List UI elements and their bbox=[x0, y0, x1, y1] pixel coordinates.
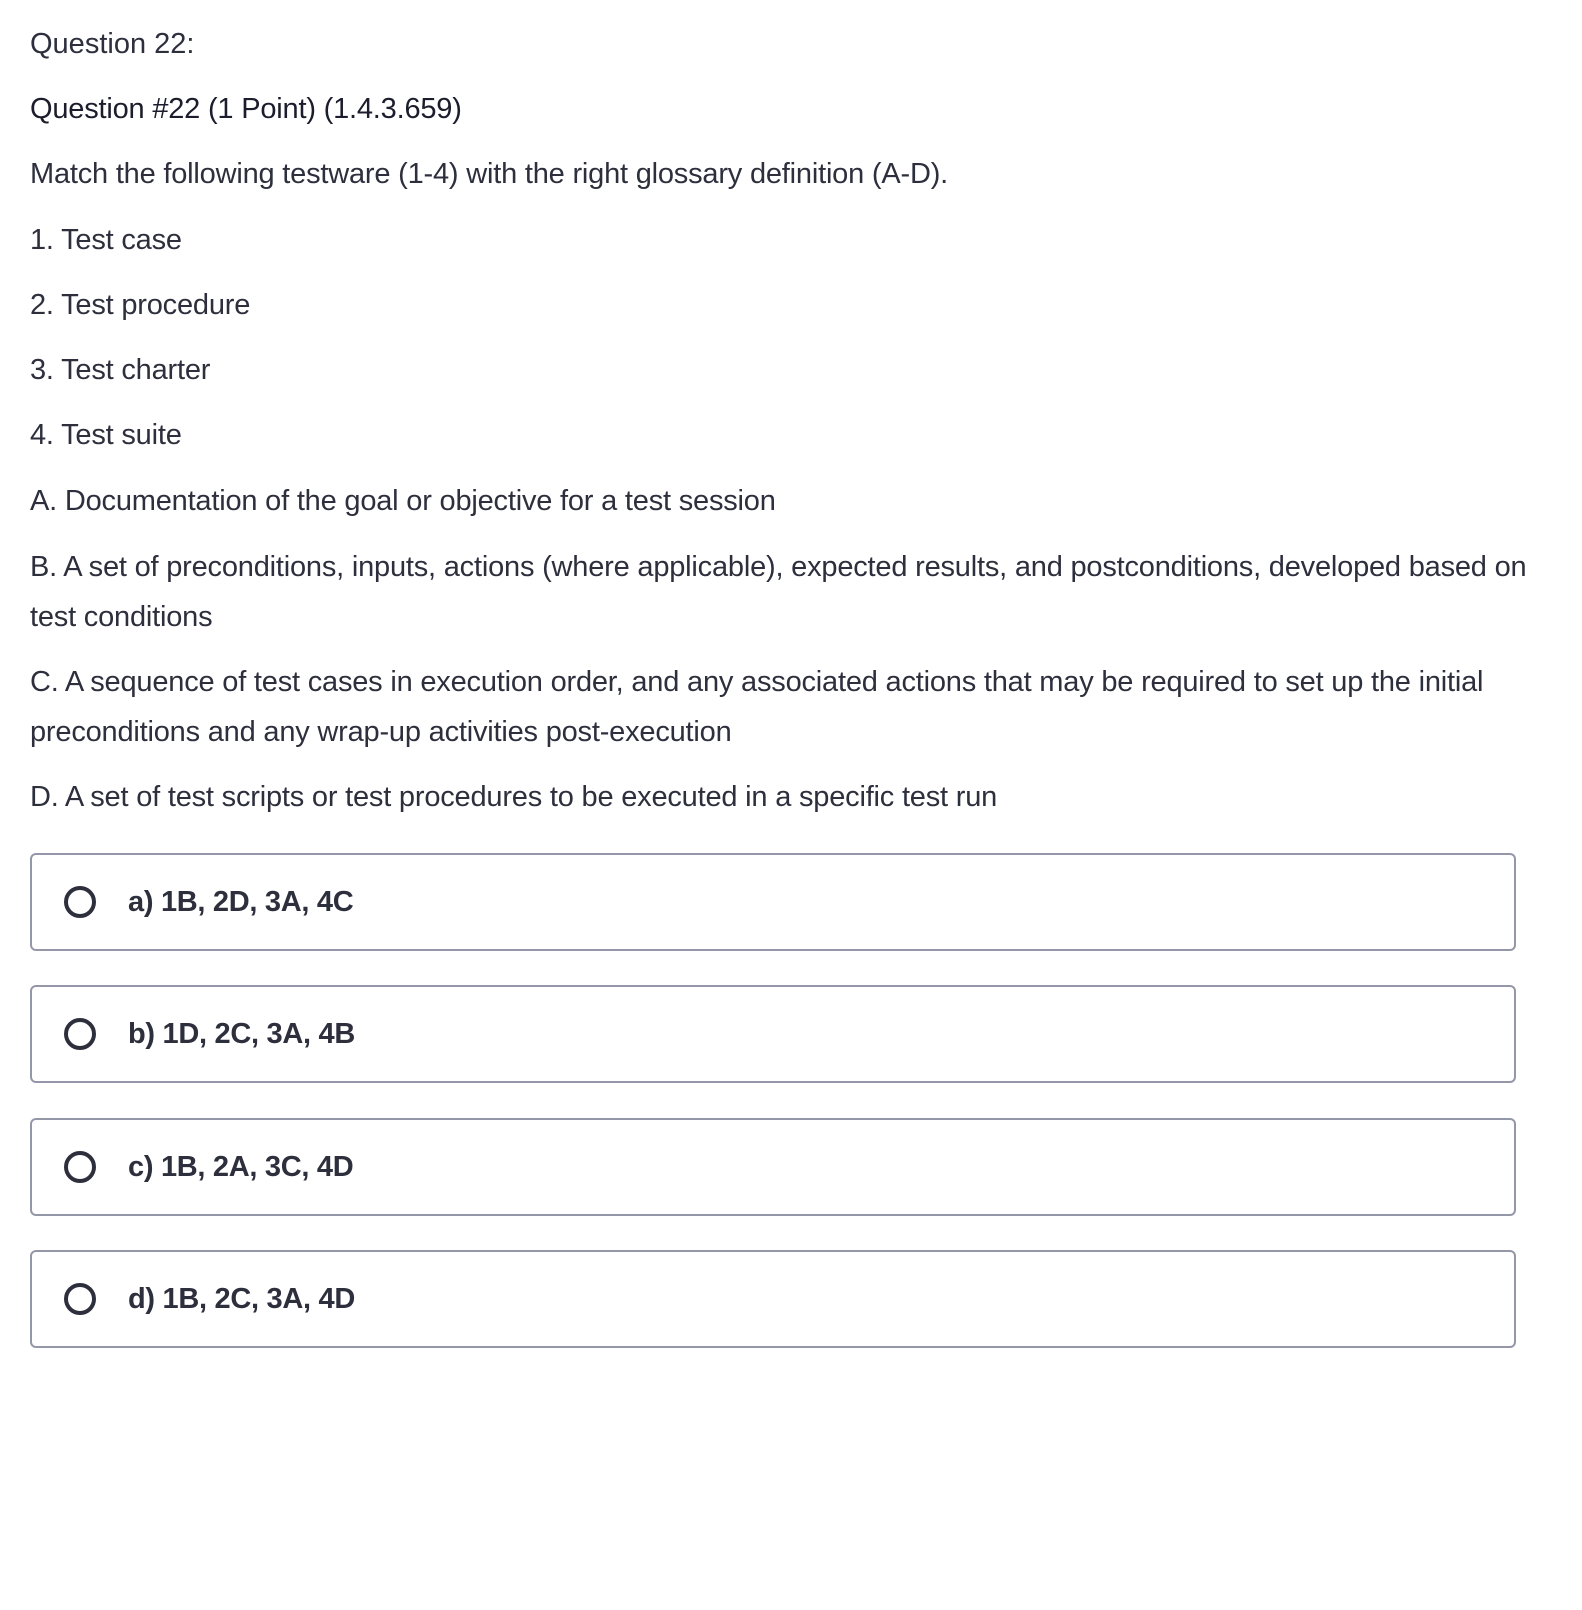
testware-item-1: 1. Test case bbox=[30, 224, 182, 256]
definition-a: A. Documentation of the goal or objective for a test session bbox=[30, 485, 776, 517]
definition-b: B. A set of preconditions, inputs, actions (where applicable), expected results, and postconditions, developed based on test conditions bbox=[30, 551, 1527, 633]
answer-option-label: c) 1B, 2A, 3C, 4D bbox=[128, 1150, 354, 1183]
question-heading: Question 22: bbox=[30, 28, 195, 60]
question-prompt: Match the following testware (1-4) with the right glossary definition (A-D). bbox=[30, 158, 949, 190]
radio-unchecked-icon[interactable] bbox=[64, 1151, 96, 1183]
definition-c: C. A sequence of test cases in execution order, and any associated actions that may be required to set up the initial preconditions and any wrap-up activities post-execution bbox=[30, 666, 1484, 748]
radio-unchecked-icon[interactable] bbox=[64, 886, 96, 918]
answer-option-label: b) 1D, 2C, 3A, 4B bbox=[128, 1017, 355, 1050]
testware-item-3: 3. Test charter bbox=[30, 354, 211, 386]
answer-option-label: a) 1B, 2D, 3A, 4C bbox=[128, 885, 354, 918]
answer-option-a[interactable] bbox=[30, 853, 1516, 951]
answer-option-b[interactable] bbox=[30, 985, 1516, 1083]
question-title: Question #22 (1 Point) (1.4.3.659) bbox=[30, 93, 462, 125]
testware-item-2: 2. Test procedure bbox=[30, 289, 251, 321]
answer-option-label: d) 1B, 2C, 3A, 4D bbox=[128, 1282, 355, 1315]
radio-unchecked-icon[interactable] bbox=[64, 1283, 96, 1315]
radio-unchecked-icon[interactable] bbox=[64, 1018, 96, 1050]
testware-item-4: 4. Test suite bbox=[30, 419, 182, 451]
answer-option-c[interactable] bbox=[30, 1118, 1516, 1216]
answer-option-d[interactable] bbox=[30, 1250, 1516, 1348]
definition-d: D. A set of test scripts or test procedures to be executed in a specific test run bbox=[30, 781, 998, 813]
